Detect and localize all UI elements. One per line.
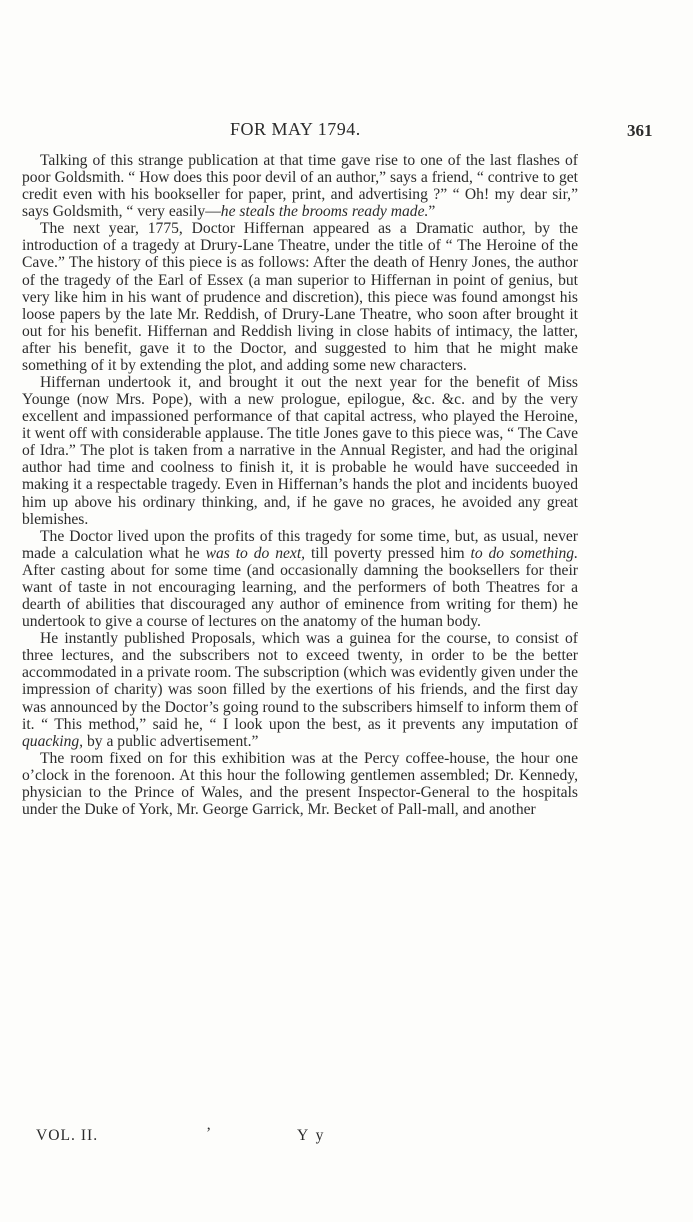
- running-head: [0, 119, 693, 143]
- paragraph: [22, 374, 578, 528]
- text-run: The Doctor lived upon the profits of this tragedy for some time, but, as usual, never made a calculation what he: [22, 527, 578, 562]
- text-run: till poverty pressed him: [305, 544, 471, 562]
- paragraph: [22, 152, 578, 220]
- paragraph: [22, 220, 578, 374]
- text-run: Hiffernan undertook it, and brought it out the next year for the benefit of Miss Younge (now Mrs. Pope), with a new prologue, epilogue, &c. &c. and by the very excellent and impassioned performance of that capital actress, who played the Heroine, it went off with considerable applause. The title Jones gave to this piece was, “ The Cave of Idra.” The plot is taken from a narrative in the Annual Register, and had the original author had time and coolness to finish it, it is probable he would have succeeded in making it a respectable tragedy. Even in Hiffernan’s hands the plot and incidents buoyed him up above his ordinary thinking, and, if he gave no graces, he avoided any great blemishes.: [22, 374, 578, 528]
- running-title: FOR MAY 1794.: [230, 119, 361, 139]
- text-run: After casting about for some time (and occasionally damning the booksellers for their want of taste in not encouraging learning, and the performers of both Theatres for a dearth of abilities that discouraged any author of eminence from writing for them) he undertook to give a course of lectures on the anatomy of the human body.: [22, 561, 578, 631]
- italic-run: was to do next,: [205, 544, 306, 562]
- italic-run: quacking,: [22, 732, 84, 750]
- paragraph: [22, 528, 578, 630]
- text-run: ”: [428, 203, 436, 221]
- tick-mark: ’: [206, 1125, 212, 1142]
- italic-run: he steals the brooms ready made.: [220, 203, 429, 221]
- text-run: by a public advertisement.”: [83, 732, 259, 750]
- text-run: Talking of this strange publication at that time gave rise to one of the last flashes of poor Goldsmith. “ How does this poor devil of an author,” says a friend, “ contrive to get credit even with his bookseller for paper, print, and advertising ?” “ Oh! my dear sir,” says Goldsmith, “ very easily—: [22, 152, 578, 221]
- italic-run: to do something.: [470, 544, 578, 562]
- text-run: He instantly published Proposals, which was a guinea for the course, to consist of three lectures, and the subscribers not to exceed twenty, in order to be the better accommodated in a private room. The subscription (which was evidently given under the impression of charity) was soon filled by the exertions of his friends, and the first day was announced by the Doctor’s going round to the subscribers himself to inform them of it. “ This method,” said he, “ I look upon the best, as it prevents any imputation of: [22, 630, 578, 733]
- signature-mark: Y y: [297, 1127, 326, 1144]
- body-text: [22, 152, 578, 818]
- volume-label: VOL. II.: [36, 1127, 99, 1144]
- text-run: The room fixed on for this exhibition was at the Percy coffee-house, the hour one o’clock in the forenoon. At this hour the following gentlemen assembled; Dr. Kennedy, physician to the Prince of Wales, and the present Inspector-General to the hospitals under the Duke of York, Mr. George Garrick, Mr. Becket of Pall-mall, and another: [22, 749, 578, 818]
- paragraph: [22, 630, 578, 750]
- paragraph: [22, 750, 578, 818]
- page-footer: [0, 1127, 693, 1149]
- text-run: The next year, 1775, Doctor Hiffernan appeared as a Dramatic author, by the introduction of a tragedy at Drury-Lane Theatre, under the title of “ The Heroine of the Cave.” The history of this piece is as follows: After the death of Henry Jones, the author of the tragedy of the Earl of Essex (a man superior to Hiffernan in point of genius, but very like him in his want of prudence and discretion), this piece was found amongst his loose papers by the late Mr. Reddish, of Drury-Lane Theatre, who soon after brought it out for his benefit. Hiffernan and Reddish living in close habits of intimacy, the latter, after his benefit, gave it to the Doctor, and suggested to him that he might make something of it by extending the plot, and adding some new characters.: [22, 220, 578, 374]
- page-number: 361: [627, 121, 653, 140]
